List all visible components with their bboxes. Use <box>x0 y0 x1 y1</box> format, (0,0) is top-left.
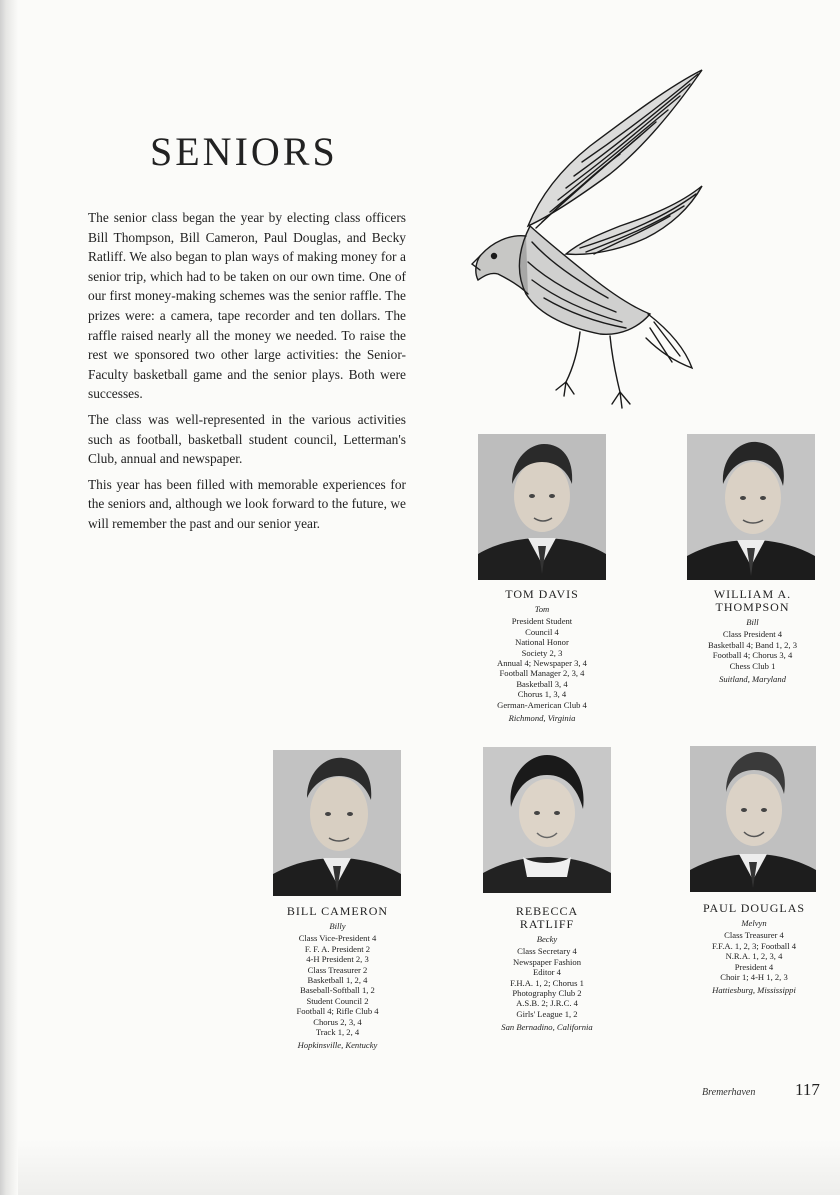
portrait-icon <box>273 750 401 896</box>
senior-activities: Class Treasurer 4 F.F.A. 1, 2, 3; Football 4 N.R.A. 1, 2, 3, 4 President 4 Choir 1; 4-H 1, 2, 3 <box>711 930 797 983</box>
senior-caption <box>470 588 614 723</box>
intro-text <box>88 208 406 540</box>
senior-name: BILL CAMERON <box>286 904 389 918</box>
portrait-icon <box>483 747 611 893</box>
senior-hometown: Hattiesburg, Mississippi <box>712 985 796 996</box>
senior-photo-rebecca-ratliff <box>483 747 611 893</box>
portrait-icon <box>478 434 606 580</box>
senior-photo-tom-davis <box>478 434 606 580</box>
footer-school-name: Bremerhaven <box>702 1087 756 1098</box>
senior-activities: President Student Council 4 National Honor Society 2, 3 Annual 4; Newspaper 3, 4 Football Manager 2, 3, 4 Basketball 3, 4 Chorus 1, 3, 4 German-American Club 4 <box>497 616 587 710</box>
senior-hometown: Hopkinsville, Kentucky <box>297 1040 378 1051</box>
senior-caption <box>476 905 618 1033</box>
intro-paragraph: The senior class began the year by electing class officers Bill Thompson, Bill Cameron, Paul Douglas, and Becky Ratliff. We also began to plan ways of making money for a senior trip, which had to be taken on our own time. One of our first money-making schemes was the senior raffle. The prizes were: a camera, tape recorder and ten dollars. The raffle raised nearly all the money we needed. To raise the rest we sponsored two other large activities: the Senior-Faculty basketball game and the senior plays. Both were successes. <box>88 210 406 402</box>
intro-paragraph: The class was well-represented in the various activities such as football, basketball student council, Letterman's Club, annual and newspaper. <box>88 411 406 467</box>
portrait-icon <box>690 746 816 892</box>
senior-nickname: Tom <box>534 604 550 614</box>
portrait-icon <box>687 434 815 580</box>
senior-photo-bill-cameron <box>273 750 401 896</box>
senior-caption <box>266 905 409 1051</box>
eagle-illustration <box>470 66 710 416</box>
senior-caption <box>680 588 825 684</box>
binding-edge <box>0 0 18 1195</box>
senior-name: REBECCA RATLIFF <box>515 904 579 931</box>
senior-nickname: Billy <box>329 921 346 931</box>
senior-nickname: Bill <box>746 617 759 627</box>
senior-activities: Class Secretary 4 Newspaper Fashion Editor 4 F.H.A. 1, 2; Chorus 1 Photography Club 2 A.S.B. 2; J.R.C. 4 Girls' League 1, 2 <box>510 946 584 1019</box>
senior-hometown: San Bernadino, California <box>501 1022 593 1033</box>
senior-activities: Class President 4 Basketball 4; Band 1, 2, 3 Football 4; Chorus 3, 4 Chess Club 1 <box>707 629 798 671</box>
senior-hometown: Suitland, Maryland <box>719 674 786 685</box>
senior-name: WILLIAM A. THOMPSON <box>713 587 792 614</box>
senior-caption <box>684 902 824 996</box>
senior-nickname: Melvyn <box>741 918 767 928</box>
intro-paragraph: This year has been filled with memorable experiences for the seniors and, although we look forward to the future, we will remember the past and our senior year. <box>88 476 406 531</box>
senior-activities: Class Vice-President 4 F. F. A. President 2 4-H President 2, 3 Class Treasurer 2 Basketball 1, 2, 4 Baseball-Softball 1, 2 Student Council 2 Football 4; Rifle Club 4 Chorus 2, 3, 4 Track 1, 2, 4 <box>296 933 379 1038</box>
senior-hometown: Richmond, Virginia <box>508 713 576 724</box>
page-title: SENIORS <box>150 129 338 174</box>
page-bottom-shadow <box>18 1140 840 1195</box>
page-number: 117 <box>795 1080 820 1099</box>
senior-nickname: Becky <box>536 934 558 944</box>
senior-name: PAUL DOUGLAS <box>702 901 806 915</box>
senior-photo-william-thompson <box>687 434 815 580</box>
senior-name: TOM DAVIS <box>505 587 579 601</box>
senior-photo-paul-douglas <box>690 746 816 892</box>
